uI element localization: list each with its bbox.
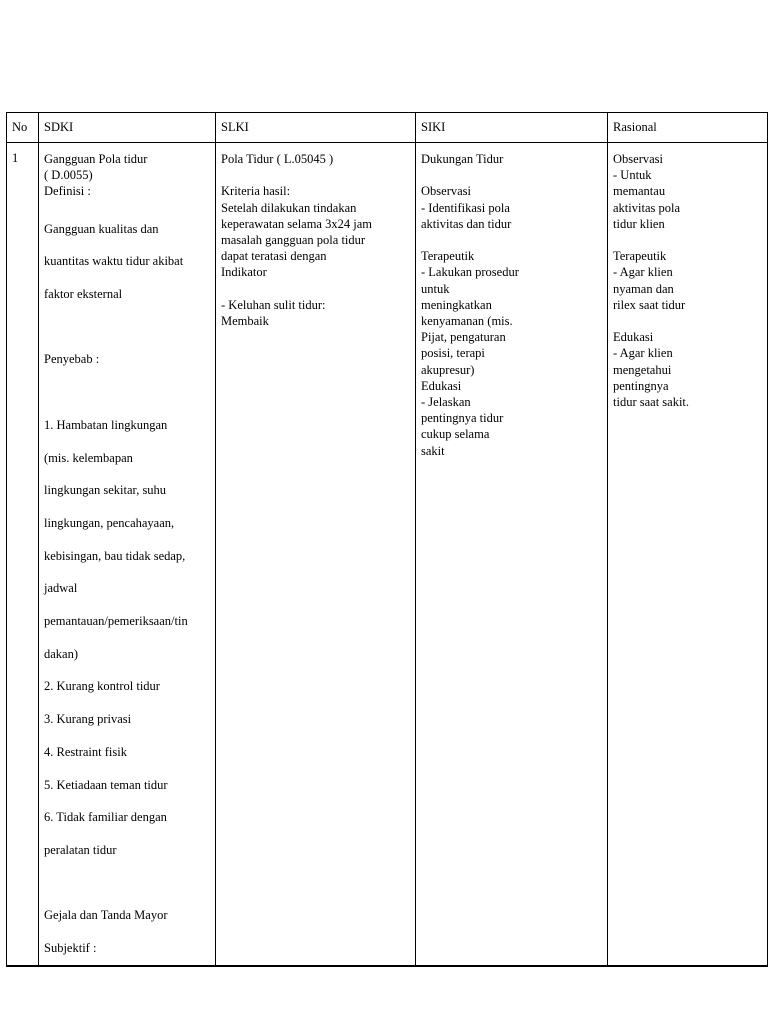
- cell-rasional: [608, 143, 768, 966]
- cell-siki: [416, 143, 608, 966]
- sdki-diagnosis-details: Gangguan kualitas dan kuantitas waktu tidur akibat faktor eksternal Penyebab : 1. Hambatan lingkungan (mis. kelembapan lingkungan sekitar, suhu lingkungan, pencahayaan, kebisingan, bau tidak sedap, jadwal pemantauan/pemeriksaan/tin dakan) 2. Kurang kontrol tidur 3. Kurang privasi 4. Restraint fisik 5. Ketiadaan teman tidur 6. Tidak familiar dengan peralatan tidur Gejala dan Tanda Mayor Subjektif :: [44, 221, 188, 956]
- cell-sdki: [39, 143, 216, 966]
- siki-intervention-text: Dukungan Tidur Observasi - Identifikasi pola aktivitas dan tidur Terapeutik - Lakukan prosedur untuk meningkatkan kenyamanan (mis. Pijat, pengaturan posisi, terapi akupresur) Edukasi - Jelaskan pentingnya tidur cukup selama sakit: [421, 152, 519, 458]
- table-header-row: [7, 113, 768, 143]
- slki-outcome-text: Pola Tidur ( L.05045 ) Kriteria hasil: Setelah dilakukan tindakan keperawatan selama 3x24 jam masalah gangguan pola tidur dapat teratasi dengan Indikator - Keluhan sulit tidur: Membaik: [221, 152, 372, 329]
- header-sdki: SDKI: [39, 113, 216, 143]
- header-slki: SLKI: [216, 113, 416, 143]
- table-row: [7, 143, 768, 966]
- nursing-care-table: [6, 112, 768, 967]
- header-siki: SIKI: [416, 113, 608, 143]
- sdki-diagnosis-heading: Gangguan Pola tidur ( D.0055) Definisi :: [44, 152, 148, 199]
- header-no: No: [7, 113, 39, 143]
- cell-no: [7, 143, 39, 966]
- row-number: 1: [12, 151, 19, 165]
- header-rasional: Rasional: [608, 113, 768, 143]
- cell-slki: [216, 143, 416, 966]
- rationale-text: Observasi - Untuk memantau aktivitas pola tidur klien Terapeutik - Agar klien nyaman dan rilex saat tidur Edukasi - Agar klien mengetahui pentingnya tidur saat sakit.: [613, 152, 690, 410]
